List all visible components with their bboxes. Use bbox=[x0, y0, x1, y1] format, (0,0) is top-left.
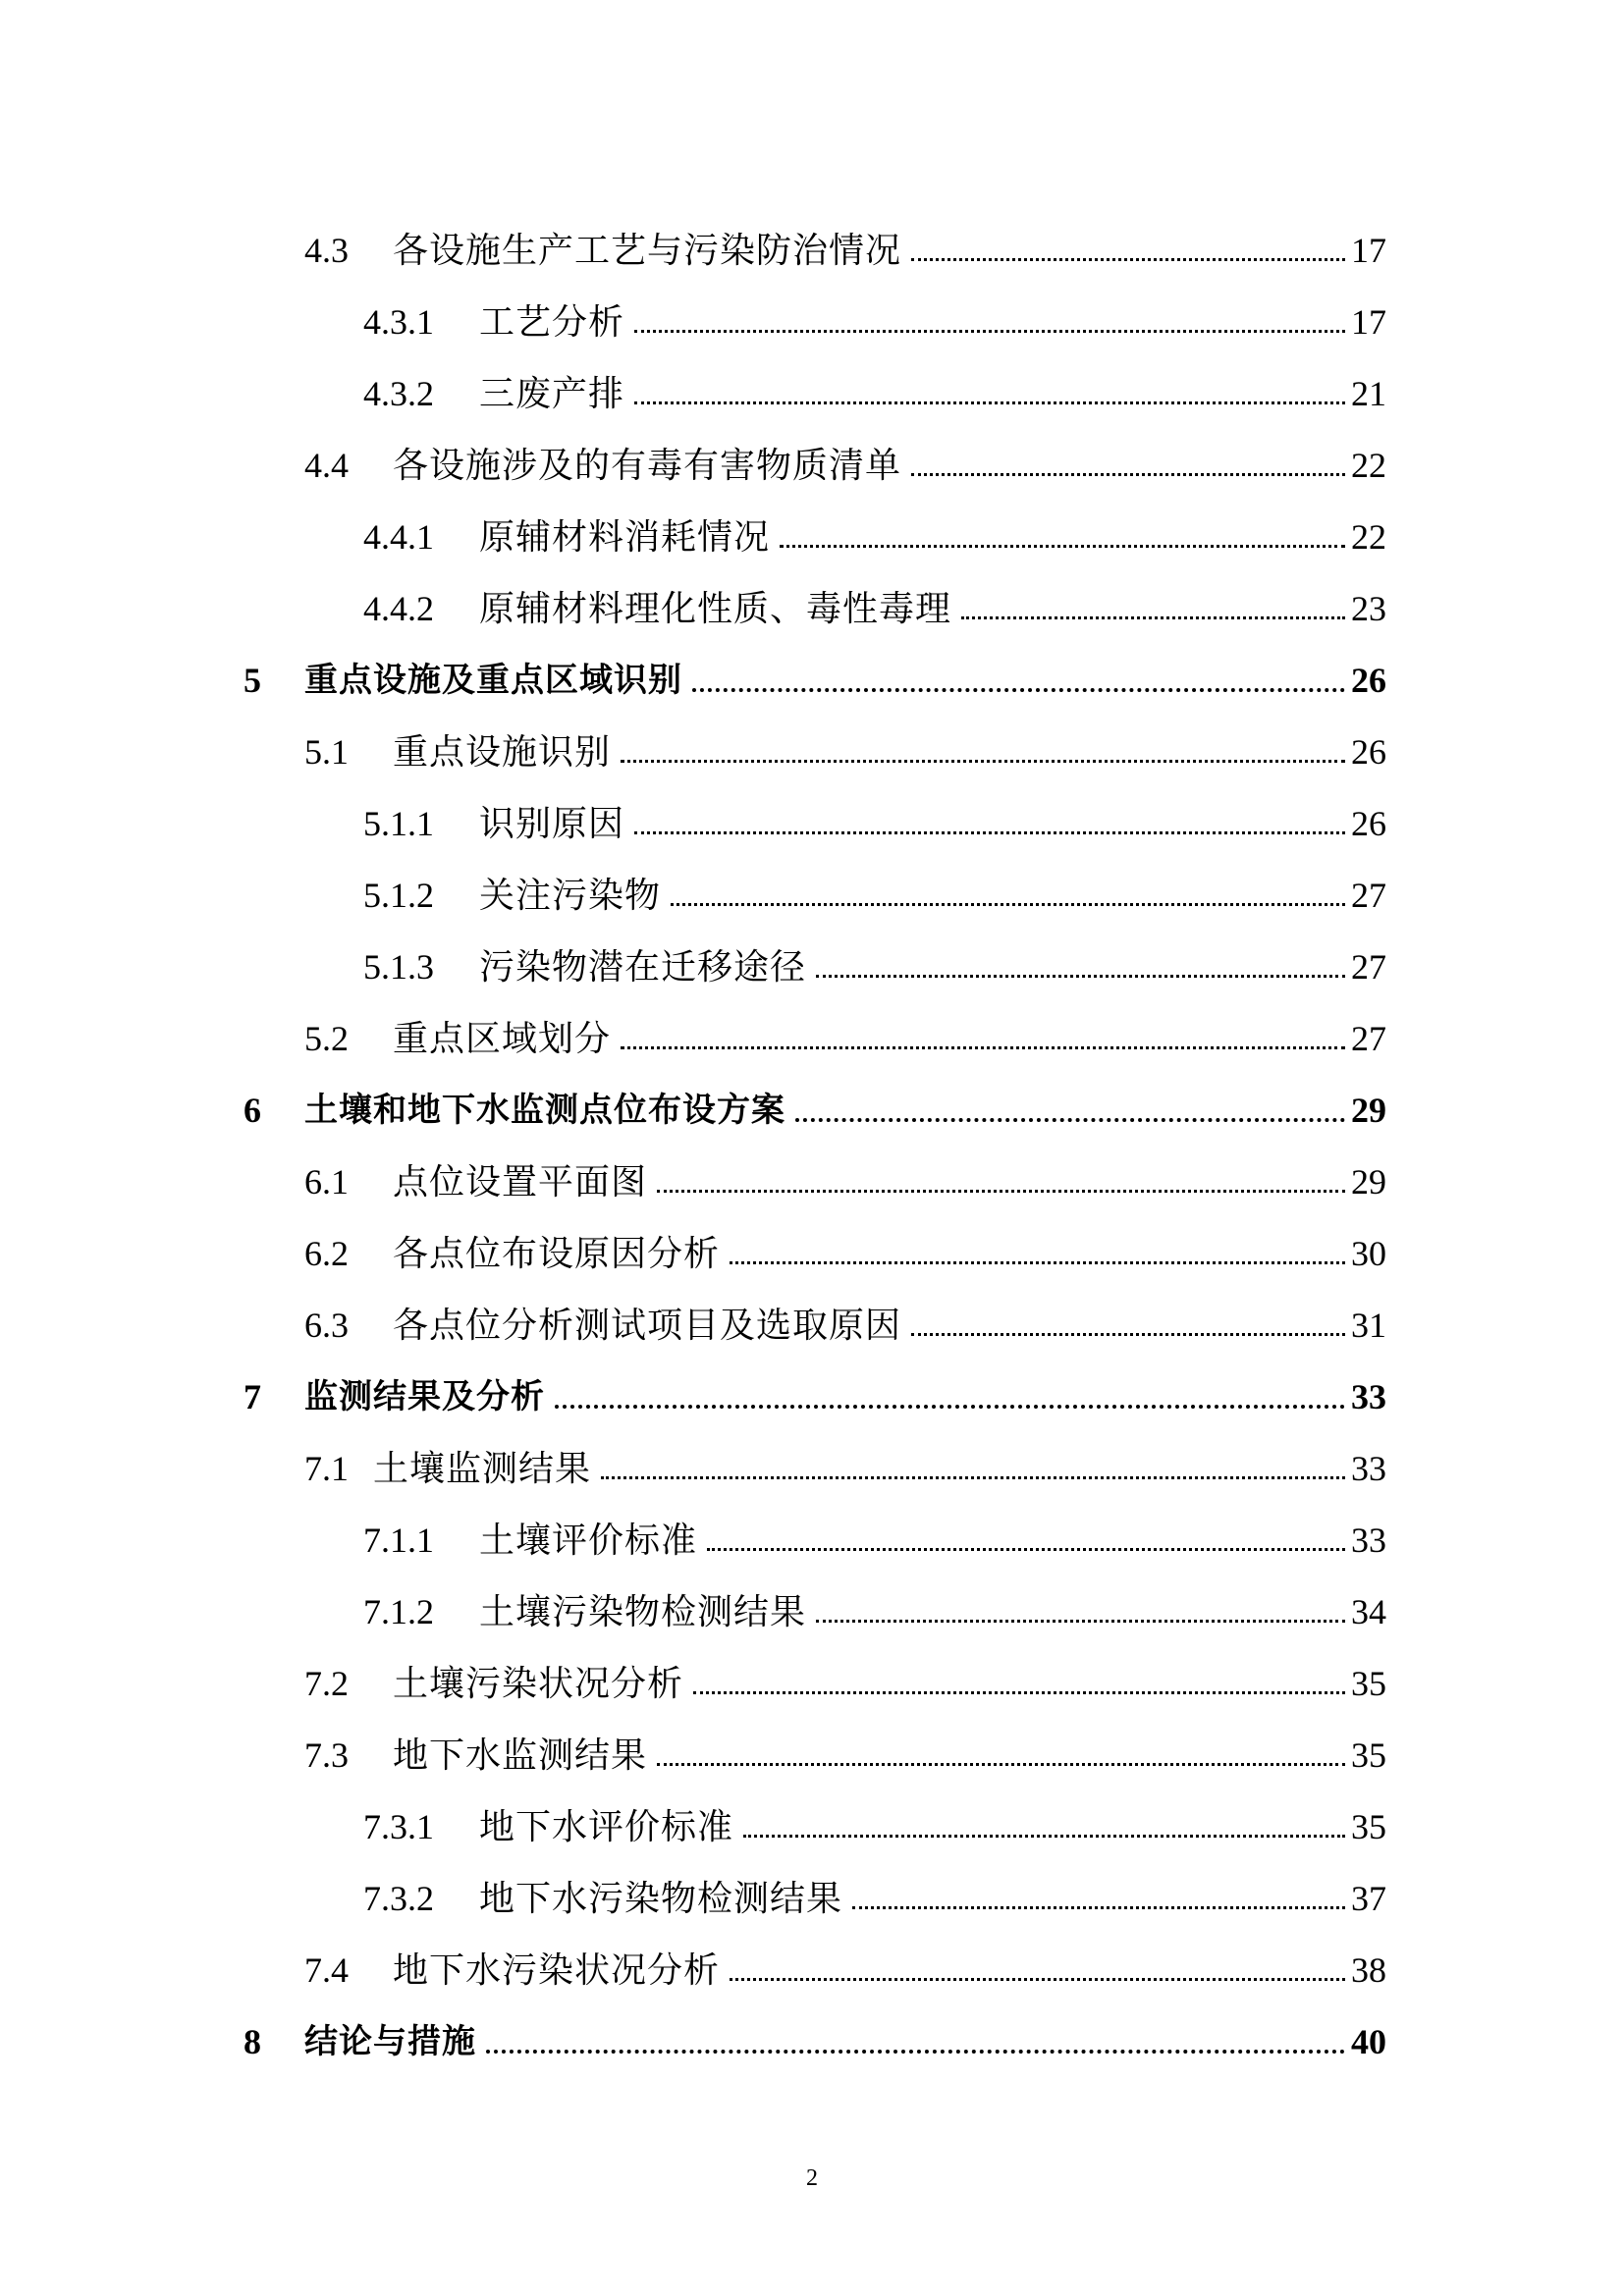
toc-entry-7-2[interactable] bbox=[0, 1647, 1624, 1719]
toc-entry-title: 识别原因 bbox=[479, 803, 625, 843]
toc-entry-page: 40 bbox=[1351, 2021, 1386, 2061]
toc-entry-page: 26 bbox=[1351, 803, 1386, 843]
toc-entry-title: 重点设施及重点区域识别 bbox=[304, 660, 682, 700]
toc-dot-leader bbox=[657, 1763, 1345, 1766]
toc-dot-leader bbox=[911, 258, 1345, 261]
toc-entry-page: 30 bbox=[1351, 1233, 1386, 1273]
toc-entry-title: 监测结果及分析 bbox=[304, 1376, 545, 1416]
table-of-contents bbox=[0, 214, 1624, 2077]
toc-dot-leader bbox=[621, 760, 1345, 763]
toc-entry-7-1-1[interactable] bbox=[0, 1504, 1624, 1575]
toc-dot-leader bbox=[692, 688, 1345, 692]
toc-dot-leader bbox=[601, 1476, 1345, 1479]
toc-entry-page: 35 bbox=[1351, 1806, 1386, 1846]
toc-entry-page: 29 bbox=[1351, 1161, 1386, 1201]
toc-entry-number: 7.3 bbox=[304, 1735, 349, 1775]
toc-entry-8[interactable] bbox=[0, 2005, 1624, 2077]
toc-entry-number: 5.1.1 bbox=[363, 803, 434, 843]
toc-entry-title: 土壤评价标准 bbox=[479, 1520, 698, 1560]
toc-entry-page: 17 bbox=[1351, 230, 1386, 270]
toc-entry-number: 7.1.2 bbox=[363, 1591, 434, 1631]
toc-dot-leader bbox=[707, 1548, 1345, 1551]
toc-entry-page: 27 bbox=[1351, 875, 1386, 915]
toc-entry-title: 三废产排 bbox=[479, 373, 625, 413]
toc-entry-number: 6 bbox=[244, 1090, 261, 1130]
toc-entry-title: 重点设施识别 bbox=[393, 731, 612, 772]
toc-entry-page: 27 bbox=[1351, 1018, 1386, 1058]
toc-entry-page: 35 bbox=[1351, 1663, 1386, 1703]
toc-entry-7-3[interactable] bbox=[0, 1719, 1624, 1790]
toc-entry-number: 7.3.1 bbox=[363, 1806, 434, 1846]
toc-entry-6-1[interactable] bbox=[0, 1146, 1624, 1217]
toc-entry-page: 37 bbox=[1351, 1878, 1386, 1918]
toc-entry-title: 点位设置平面图 bbox=[393, 1161, 648, 1201]
toc-entry-4-4-2[interactable] bbox=[0, 572, 1624, 644]
toc-entry-number: 7.4 bbox=[304, 1949, 349, 1990]
toc-entry-5[interactable] bbox=[0, 644, 1624, 716]
toc-entry-page: 27 bbox=[1351, 946, 1386, 987]
toc-entry-page: 22 bbox=[1351, 516, 1386, 557]
toc-entry-title: 原辅材料理化性质、毒性毒理 bbox=[479, 588, 952, 628]
toc-entry-title: 工艺分析 bbox=[479, 301, 625, 342]
toc-entry-number: 7 bbox=[244, 1376, 261, 1416]
toc-entry-title: 地下水评价标准 bbox=[479, 1806, 734, 1846]
toc-entry-number: 4.3 bbox=[304, 230, 349, 270]
toc-dot-leader bbox=[657, 1190, 1345, 1193]
toc-entry-number: 4.4 bbox=[304, 445, 349, 485]
page-number: 2 bbox=[806, 2165, 818, 2191]
toc-entry-page: 31 bbox=[1351, 1305, 1386, 1345]
toc-dot-leader bbox=[730, 1261, 1345, 1264]
toc-entry-number: 7.3.2 bbox=[363, 1878, 434, 1918]
toc-entry-4-3[interactable] bbox=[0, 214, 1624, 286]
toc-dot-leader bbox=[911, 473, 1345, 476]
toc-entry-7-1[interactable] bbox=[0, 1432, 1624, 1504]
toc-entry-number: 8 bbox=[244, 2021, 261, 2061]
toc-entry-page: 29 bbox=[1351, 1090, 1386, 1130]
toc-entry-page: 38 bbox=[1351, 1949, 1386, 1990]
toc-entry-number: 5.2 bbox=[304, 1018, 349, 1058]
toc-entry-page: 34 bbox=[1351, 1591, 1386, 1631]
toc-dot-leader bbox=[621, 1046, 1345, 1049]
toc-dot-leader bbox=[693, 1691, 1345, 1694]
toc-entry-page: 26 bbox=[1351, 731, 1386, 772]
toc-entry-4-3-1[interactable] bbox=[0, 286, 1624, 357]
toc-dot-leader bbox=[795, 1118, 1345, 1122]
toc-entry-4-3-2[interactable] bbox=[0, 357, 1624, 429]
toc-entry-6-3[interactable] bbox=[0, 1289, 1624, 1361]
toc-entry-number: 4.3.2 bbox=[363, 373, 434, 413]
toc-entry-title: 各设施涉及的有毒有害物质清单 bbox=[393, 445, 902, 485]
toc-entry-title: 关注污染物 bbox=[479, 875, 662, 915]
toc-entry-title: 污染物潜在迁移途径 bbox=[479, 946, 807, 987]
toc-dot-leader bbox=[486, 2050, 1345, 2054]
toc-dot-leader bbox=[961, 616, 1345, 619]
toc-dot-leader bbox=[634, 831, 1345, 834]
toc-entry-7[interactable] bbox=[0, 1361, 1624, 1432]
toc-entry-title: 土壤和地下水监测点位布设方案 bbox=[304, 1090, 785, 1130]
toc-entry-7-3-1[interactable] bbox=[0, 1790, 1624, 1862]
toc-entry-6[interactable] bbox=[0, 1074, 1624, 1146]
toc-entry-title: 土壤污染状况分析 bbox=[393, 1663, 684, 1703]
toc-entry-title: 结论与措施 bbox=[304, 2021, 476, 2061]
toc-entry-5-1-3[interactable] bbox=[0, 931, 1624, 1002]
toc-dot-leader bbox=[634, 330, 1345, 333]
toc-dot-leader bbox=[911, 1333, 1345, 1336]
toc-entry-number: 6.3 bbox=[304, 1305, 349, 1345]
toc-dot-leader bbox=[816, 1620, 1345, 1623]
toc-entry-title: 重点区域划分 bbox=[393, 1018, 612, 1058]
toc-entry-7-3-2[interactable] bbox=[0, 1862, 1624, 1934]
toc-dot-leader bbox=[816, 975, 1345, 978]
toc-dot-leader bbox=[852, 1906, 1345, 1909]
toc-entry-number: 4.3.1 bbox=[363, 301, 434, 342]
toc-entry-page: 22 bbox=[1351, 445, 1386, 485]
toc-entry-title: 土壤污染物检测结果 bbox=[479, 1591, 807, 1631]
toc-entry-4-4[interactable] bbox=[0, 429, 1624, 501]
toc-dot-leader bbox=[671, 903, 1345, 906]
toc-entry-title: 原辅材料消耗情况 bbox=[479, 516, 771, 557]
toc-entry-page: 35 bbox=[1351, 1735, 1386, 1775]
toc-dot-leader bbox=[780, 545, 1345, 548]
toc-entry-title: 地下水污染状况分析 bbox=[393, 1949, 721, 1990]
toc-entry-title: 土壤监测结果 bbox=[373, 1448, 592, 1488]
toc-entry-5-1-2[interactable] bbox=[0, 859, 1624, 931]
toc-entry-page: 17 bbox=[1351, 301, 1386, 342]
toc-entry-5-2[interactable] bbox=[0, 1002, 1624, 1074]
toc-entry-title: 地下水监测结果 bbox=[393, 1735, 648, 1775]
toc-entry-title: 地下水污染物检测结果 bbox=[479, 1878, 843, 1918]
toc-entry-7-4[interactable] bbox=[0, 1934, 1624, 2005]
toc-entry-page: 21 bbox=[1351, 373, 1386, 413]
toc-entry-number: 7.1.1 bbox=[363, 1520, 434, 1560]
toc-dot-leader bbox=[555, 1405, 1345, 1409]
toc-entry-title: 各点位分析测试项目及选取原因 bbox=[393, 1305, 902, 1345]
toc-entry-title: 各点位布设原因分析 bbox=[393, 1233, 721, 1273]
toc-entry-number: 6.1 bbox=[304, 1161, 349, 1201]
toc-entry-number: 7.2 bbox=[304, 1663, 349, 1703]
toc-dot-leader bbox=[743, 1835, 1345, 1838]
toc-entry-5-1-1[interactable] bbox=[0, 787, 1624, 859]
toc-dot-leader bbox=[730, 1978, 1345, 1981]
toc-entry-page: 23 bbox=[1351, 588, 1386, 628]
toc-entry-page: 26 bbox=[1351, 660, 1386, 700]
toc-entry-number: 4.4.2 bbox=[363, 588, 434, 628]
toc-entry-page: 33 bbox=[1351, 1448, 1386, 1488]
toc-entry-6-2[interactable] bbox=[0, 1217, 1624, 1289]
toc-entry-5-1[interactable] bbox=[0, 716, 1624, 787]
toc-entry-title: 各设施生产工艺与污染防治情况 bbox=[393, 230, 902, 270]
toc-entry-number: 5 bbox=[244, 660, 261, 700]
toc-entry-page: 33 bbox=[1351, 1520, 1386, 1560]
toc-entry-number: 5.1.3 bbox=[363, 946, 434, 987]
toc-entry-number: 6.2 bbox=[304, 1233, 349, 1273]
toc-entry-page: 33 bbox=[1351, 1376, 1386, 1416]
toc-entry-4-4-1[interactable] bbox=[0, 501, 1624, 572]
toc-entry-number: 5.1.2 bbox=[363, 875, 434, 915]
toc-entry-number: 4.4.1 bbox=[363, 516, 434, 557]
toc-dot-leader bbox=[634, 401, 1345, 404]
toc-entry-number: 5.1 bbox=[304, 731, 349, 772]
toc-entry-7-1-2[interactable] bbox=[0, 1575, 1624, 1647]
toc-entry-number: 7.1 bbox=[304, 1448, 349, 1488]
